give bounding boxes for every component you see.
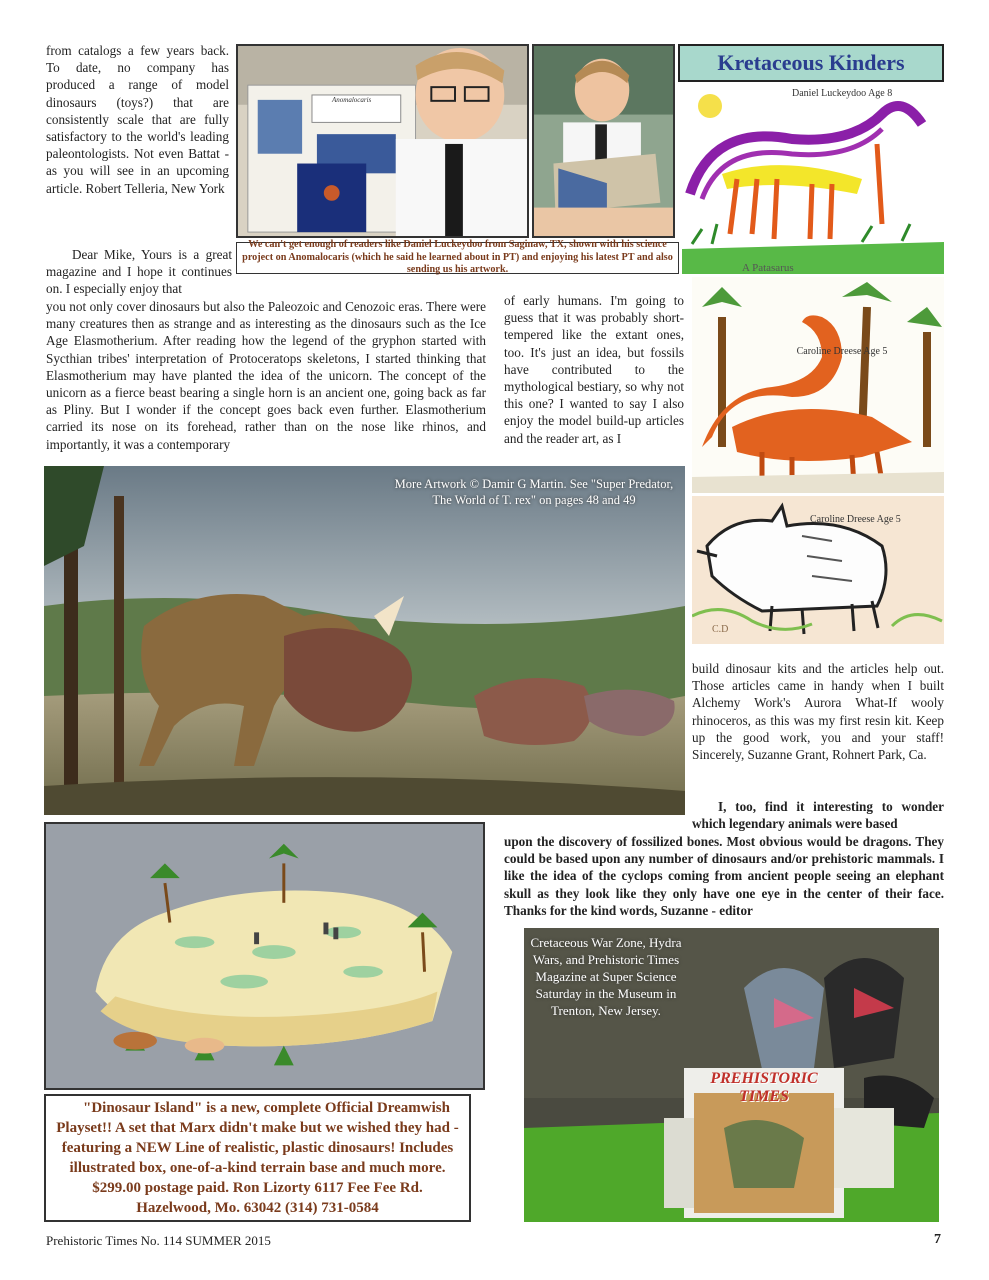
photo-caption (236, 239, 679, 276)
kids-art-3 (692, 496, 944, 644)
artwork-caption: More Artwork © Damir G Martin. See "Super Predator, The World of T. rex" on pages 48 and 49 (394, 477, 674, 507)
letter-2-intro: Dear Mike, Yours is a great magazine and I hope it continues on. I especially enjoy that (46, 247, 232, 297)
museum-caption: Cretaceous War Zone, Hydra Wars, and Prehistoric Times Magazine at Super Science Saturday in the Museum in Trenton, New Jersey. (530, 935, 682, 1018)
footer-issue: Prehistoric Times No. 114 SUMMER 2015 (46, 1233, 271, 1248)
trex-artwork (44, 466, 685, 815)
art-1-label: Daniel Luckeydoo Age 8 (792, 88, 893, 99)
kids-art-2 (692, 277, 944, 493)
kinders-title: Kretaceous Kinders (717, 50, 905, 75)
letter-2-body: you not only cover dinosaurs but also the Paleozoic and Cenozoic eras. There were many creatures then as strange and as interesting as the dinosaurs such as the Ice Age Elasmotherium. After reading how the legend of the gryphon started with Sycthian tribes' interpretation of Protoceratops skeletons, I started thinking that Elasmotherium may have planted the idea of the unicorn. The concept of the unicorn as a fierce beast bearing a single horn is an ancient one, going back as far as Pliny. But I wonder if the concept goes back even further. Elasmotherium carried its nose on its forehead, rather than on the nose like rhinos, and importantly, it was a contemporary (46, 299, 486, 452)
art-3-label: Caroline Dreese Age 5 (810, 514, 901, 525)
editor-reply-body: upon the discovery of fossilized bones. Most obvious would be dragons. They could be based upon any number of dinosaurs and/or prehistoric mammals. I like the idea of the cyclops coming from ancient people seeing an elephant skull as they look like they only have one eye in the center of their face. Thanks for the kind words, Suzanne - editor (504, 834, 944, 918)
kids-art-1 (682, 84, 944, 274)
letter-1-ending: from catalogs a few years back. To date, no company has produced a range of model dinosaurs (toys?) that are consistently scale that are fully satisfactory to the world's leading paleontologists. Not even Battat - as you will see in an upcoming article. Robert Telleria, New York (46, 43, 229, 196)
project-sign: Anomalocaris (332, 96, 372, 104)
kinders-header (678, 44, 944, 82)
museum-photo (524, 928, 939, 1222)
letter-2-middle: of early humans. I'm going to guess that it was probably short-tempered like the extant ones, too. It's just an idea, but fossils have contributed to the mythological bestiary, so why not this one? I wanted to say I also enjoy the model build-up articles and the reader art, as I (504, 293, 684, 446)
art-1-scrawl: A Patasarus (742, 262, 794, 274)
page-number: 7 (934, 1232, 941, 1247)
playset-ad-text: "Dinosaur Island" is a new, complete Official Dreamwish Playset!! A set that Marx didn't make but we wished they had - featuring a NEW Line of realistic, plastic dinosaurs! Includes illustrated box, one-of-a-kind terrain base and much more. $299.00 postage paid. Ron Lizorty 6117 Fee Fee Rd. Hazelwood, Mo. 63042 (314) 731-0584 (56, 1100, 459, 1216)
playset-photo (44, 822, 485, 1090)
playset-ad (44, 1094, 471, 1222)
photo-caption-text: We can't get enough of readers like Daniel Luckeydoo from Saginaw, TX, shown with his science project on Anomalocaris (which he said he learned about in PT) and enjoying his latest PT and also sending us his artwork. (242, 239, 673, 276)
science-project-photo (236, 44, 529, 238)
editor-reply-start: I, too, find it interesting to wonder which legendary animals were based (692, 799, 944, 832)
art-2-label: Caroline Dreese Age 5 (796, 346, 888, 357)
art-3-scrawl: C.D (712, 624, 729, 635)
boy-reading-photo (532, 44, 675, 238)
magazine-logo: PREHISTORIC TIMES (710, 1070, 818, 1105)
letter-2-ending: build dinosaur kits and the articles help out. Those articles came in handy when I built Alchemy Work's Aurora What-If wooly rhinoceros, as this was my first resin kit. Keep up the good work, you and your staff! Sincerely, Suzanne Grant, Rohnert Park, Ca. (692, 661, 944, 763)
